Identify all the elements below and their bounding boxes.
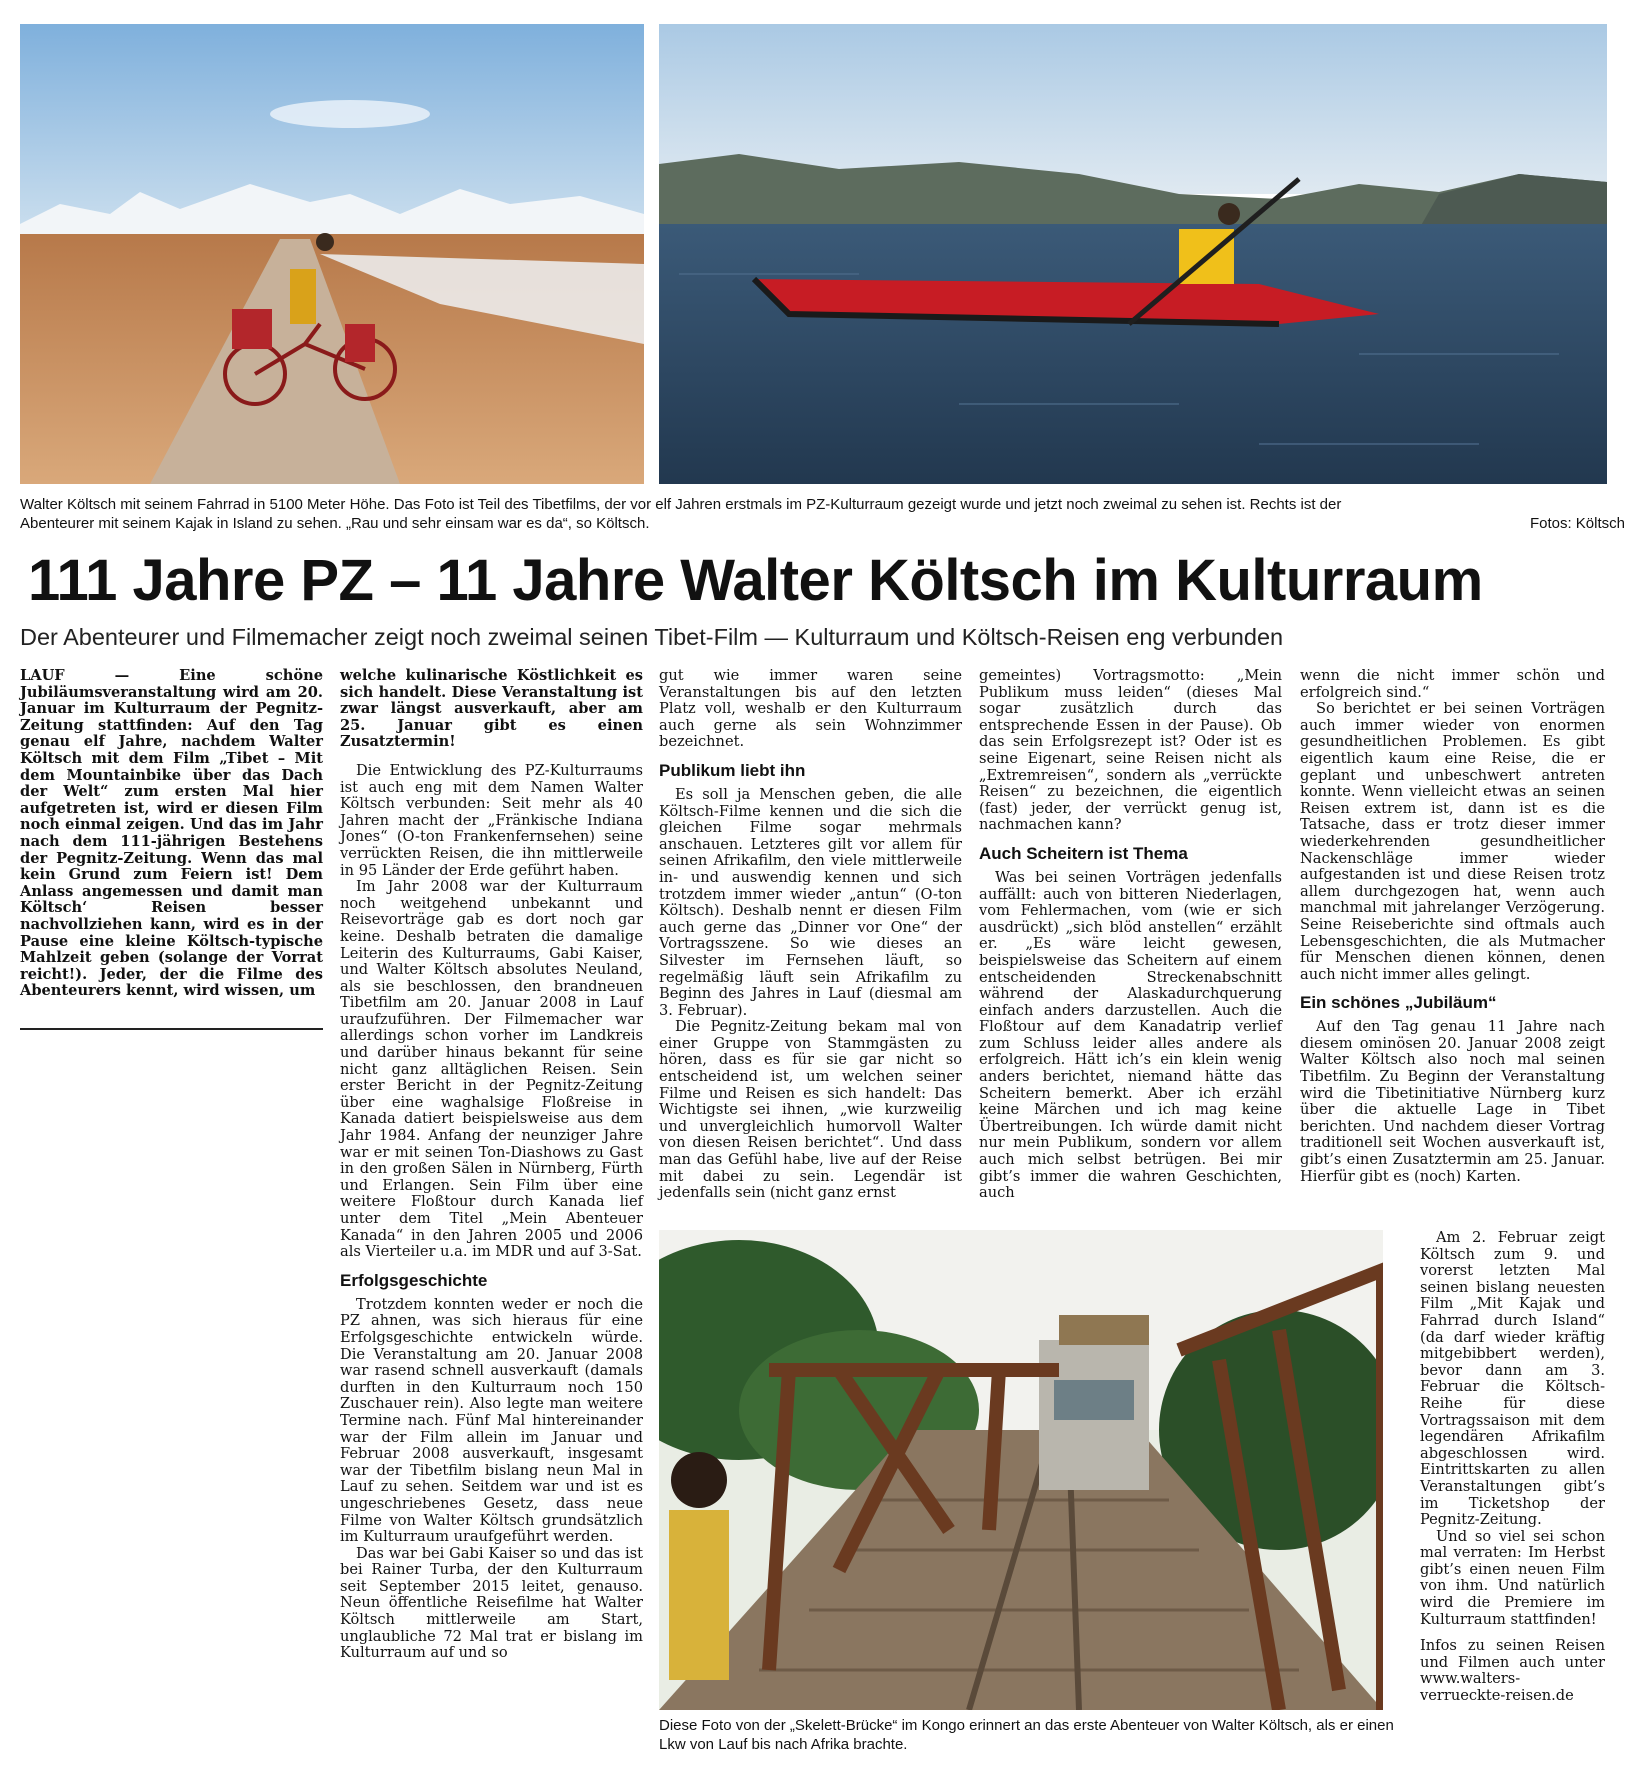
- paragraph: Die Entwicklung des PZ-Kulturraums ist auch eng mit dem Namen Walter Költsch verbunden: Seit mehr als 40 Jahren macht der „Fränkische Indiana Jones“ (O-ton Frankenfernsehen) seine verrückten Reisen, die ihn mittlerweile in 95 Länder der Erde geführt haben.: [340, 761, 643, 879]
- section-heading-publikum: Publikum liebt ihn: [659, 760, 806, 780]
- lead-continuation: welche kulinarische Köstlichkeit es sich handelt. Diese Veranstaltung ist zwar längst ausverkauft, aber am 25. Januar gibt es einen Zusatztermin!: [340, 667, 643, 751]
- article-column-2: [340, 668, 643, 1662]
- article-lead: LAUF — Eine schöne Jubiläumsveranstaltung wird am 20. Januar im Kulturraum der Pegnitz-Zeitung stattfinden: Auf den Tag genau elf Jahre, nachdem Walter Költsch mit dem Film „Tibet – Mit dem Mountainbike über das Dach der Welt“ zum ersten Mal hier aufgetreten ist, wird er diesen Film noch einmal zeigen. Und das im Jahr nach dem 111-jährigen Bestehens der Pegnitz-Zeitung. Wenn das mal kein Grund zum Feiern ist! Dem Anlass angemessen und damit man Költsch‘ Reisen besser nachvollziehen kann, wird es in der Pause eine kleine Költsch-typische Mahlzeit geben (solange der Vorrat reicht!). Jeder, der die Filme des Abenteurers kennt, wird wissen, um: [20, 667, 323, 1000]
- headline: 111 Jahre PZ – 11 Jahre Walter Költsch im Kulturraum: [28, 548, 1483, 613]
- article-column-5: [1300, 668, 1605, 1185]
- photo-caption-top: [20, 495, 1625, 533]
- paragraph: Es soll ja Menschen geben, die alle Költsch-Filme kennen und die sich die gleichen Filme sogar mehrmals anschauen. Letzteres gilt vor allem für seinen Afrikafilm, den viele mittlerweile in- und auswendig kennen und sich trotzdem immer wieder „antun“ (O-ton Költsch). Deshalb nennt er diesen Film auch gerne das „Dinner vor One“ der Vortragsszene. So wie dieses an Silvester im Fernsehen läuft, so regelmäßig läuft sein Afrikafilm zu Beginn des Jahres in Lauf (diesmal am 3. Februar).: [659, 785, 962, 1019]
- caption-line-1: Walter Költsch mit seinem Fahrrad in 5100 Meter Höhe. Das Foto ist Teil des Tibetfilms, der vor elf Jahren erstmals im PZ-Kulturraum gezeigt wurde und jetzt noch zweimal zu sehen ist. Rechts ist der: [20, 496, 1342, 513]
- paragraph: Am 2. Februar zeigt Költsch zum 9. und vorerst letzten Mal seinen bislang neuesten Film „Mit Kajak und Fahrrad durch Island“ (da darf wieder kräftig mitgebibbert werden), bevor dann am 3. Februar die Költsch-Reihe für diese Vortragssaison mit dem legendären Afrikafilm abgeschlossen wird. Eintrittskarten zu allen Veranstaltungen gibt’s im Ticketshop der Pegnitz-Zeitung.: [1420, 1229, 1605, 1529]
- paragraph: Die Pegnitz-Zeitung bekam mal von einer Gruppe von Stammgästen zu hören, dass es für sie gar nicht so entscheidend ist, um welchen seiner Filme und Reisen es sich handelt: Das Wichtigste sei ihnen, „wie kurzweilig und unvergleichlich humorvoll Walter von diesen Reisen berichtet“. Und dass man das Gefühl habe, live auf der Reise mit dabei zu sein. Legendär ist jedenfalls sein (nicht ganz ernst: [659, 1018, 962, 1202]
- photo-iceland-kayak: [659, 24, 1607, 484]
- photo-caption-bridge: Diese Foto von der „Skelett-Brücke“ im Kongo erinnert an das erste Abenteuer von Walter Költsch, als er einen Lkw von Lauf bis nach Afrika brachte.: [659, 1717, 1394, 1753]
- subheadline: Der Abenteurer und Filmemacher zeigt noch zweimal seinen Tibet-Film — Kulturraum und Költsch-Reisen eng verbunden: [20, 624, 1284, 650]
- website-info: Infos zu seinen Reisen und Filmen auch unter www.walters-verrueckte-reisen.de: [1420, 1637, 1605, 1705]
- caption-line-2: Abenteurer mit seinem Kajak in Island zu sehen. „Rau und sehr einsam war es da“, so Költsch.: [20, 515, 650, 532]
- paragraph: Auf den Tag genau 11 Jahre nach diesem ominösen 20. Januar 2008 zeigt Walter Költsch also noch mal seinen Tibetfilm. Zu Beginn der Veranstaltung wird die Tibetinitiative Nürnberg kurz über die aktuelle Lage in Tibet berichten. Und nachdem dieser Vortrag traditionell seit Wochen ausverkauft ist, gibt’s einen Zusatztermin am 25. Januar. Hierfür gibt es (noch) Karten.: [1300, 1018, 1605, 1185]
- section-heading-scheitern: Auch Scheitern ist Thema: [979, 843, 1188, 863]
- article-column-3: [659, 668, 962, 1202]
- paragraph: Das war bei Gabi Kaiser so und das ist bei Rainer Turba, der den Kulturraum seit September 2015 leitet, genauso. Neun öffentliche Reisefilme hat Walter Költsch mittlerweile am Start, unglaubliche 72 Mal trat er bislang im Kulturraum auf und so: [340, 1544, 643, 1662]
- paragraph-continuation: gut wie immer waren seine Veranstaltungen bis auf den letzten Platz voll, weshalb er den Kulturraum auch gerne als sein Wohnzimmer bezeichnet.: [659, 667, 962, 751]
- section-heading-erfolgsgeschichte: Erfolgsgeschichte: [340, 1270, 488, 1290]
- article-column-1: [20, 668, 323, 1000]
- paragraph: Trotzdem konnten weder er noch die PZ ahnen, was sich hieraus für eine Erfolgsgeschichte entwickeln würde. Die Veranstaltung am 20. Januar 2008 war rasend schnell ausverkauft (damals durften in den Kulturraum noch 150 Zuschauer rein). Also legte man weitere Termine nach. Fünf Mal hintereinander war der Film allein im Januar und Februar 2008 ausverkauft, insgesamt war der Tibetfilm bislang neun Mal in Lauf zu sehen. Seitdem war und ist es ungeschriebenes Gesetz, dass neue Filme von Walter Költsch grundsätzlich im Kulturraum uraufgeführt werden.: [340, 1295, 643, 1546]
- paragraph: Was bei seinen Vorträgen jedenfalls auffällt: auch von bitteren Niederlagen, vom Fehlermachen, vom (wie er sich ausdrückt) „sich blöd anstellen“ erzählt er. „Es wäre leicht gewesen, beispielsweise das Scheitern auf einem entscheidenden Streckenabschnitt während der Alaskadurchquerung einfach anders darzustellen. Auch die Floßtour auf dem Kanadatrip verlief zum Schluss leider alles andere als erfolgreich. Hätt ich’s ein klein wenig anders berichtet, niemand hätte das Scheitern bemerkt. Aber ich erzähl keine Märchen und ich mag keine Übertreibungen. Ich würde damit nicht nur mein Publikum, sondern vor allem auch mich selbst betrügen. Bei mir gibt’s immer die wahren Geschichten, auch: [979, 868, 1282, 1202]
- article-column-5-narrow: [1420, 1230, 1605, 1705]
- photo-credit: Fotos: Költsch: [1529, 515, 1625, 532]
- section-heading-jubilaeum: Ein schönes „Jubiläum“: [1300, 993, 1497, 1013]
- photo-congo-bridge: [659, 1230, 1383, 1710]
- paragraph: Und so viel sei schon mal verraten: Im Herbst gibt’s einen neuen Film von ihm. Und natürlich wird die Premiere im Kulturraum stattfinden!: [1420, 1527, 1605, 1628]
- paragraph-continuation: gemeintes) Vortragsmotto: „Mein Publikum muss leiden“ (dieses Mal sogar zusätzlich durch das entsprechende Essen in der Pause). Ob das sein Erfolgsrezept ist? Oder ist es seine Eigenart, seine Reisen nicht als „Extremreisen“, sondern als „verrückte Reisen“ zu bezeichnen, die eigentlich (fast) jeder, der verrückt genug ist, nachmachen kann?: [979, 667, 1282, 834]
- paragraph-continuation: wenn die nicht immer schön und erfolgreich sind.“: [1300, 667, 1605, 701]
- paragraph: Im Jahr 2008 war der Kulturraum noch weitgehend unbekannt und Reisevorträge gab es dort noch gar keine. Deshalb betraten die damalige Leiterin des Kulturraums, Gabi Kaiser, und Walter Költsch absolutes Neuland, als sie beschlossen, den brandneuen Tibetfilm am 20. Januar 2008 in Lauf uraufzuführen. Der Filmemacher war allerdings schon vorher im Landkreis und darüber hinaus bekannt für seine nicht ganz alltäglichen Reisen. Sein erster Bericht in der Pegnitz-Zeitung über eine waghalsige Floßreise in Kanada datiert beispielsweise aus dem Jahr 1984. Anfang der neunziger Jahre war er mit seinen Ton-Diashows zu Gast in den großen Sälen in Nürnberg, Fürth und Erlangen. Sein Film über eine weitere Floßtour durch Kanada lief unter dem Titel „Mein Abenteuer Kanada“ in den Jahren 2005 und 2006 als Vierteiler u.a. im MDR und auf 3-Sat.: [340, 878, 643, 1261]
- article-column-4: [979, 668, 1282, 1202]
- paragraph: So berichtet er bei seinen Vorträgen auch immer wieder von enormen gesundheitlichen Problemen. Es gibt eigentlich kaum eine Reise, die er geplant und unbeschwert antreten konnte. Wenn vielleicht etwas an seinen Reisen extrem ist, dann ist es die Tatsache, dass er trotz dieser immer wiederkehrenden gesundheitlicher Nackenschläge immer wieder aufgestanden ist und diese Reisen trotz allem durchgezogen hat, wenn auch manchmal mit jahrelanger Verzögerung. Seine Reiseberichte sind oftmals auch Lebensgeschichten, die als Mutmacher für Menschen dienen können, denen auch nicht immer alles gelingt.: [1300, 700, 1605, 983]
- lead-divider: [20, 1028, 323, 1030]
- photo-tibet-cyclist: [20, 24, 644, 484]
